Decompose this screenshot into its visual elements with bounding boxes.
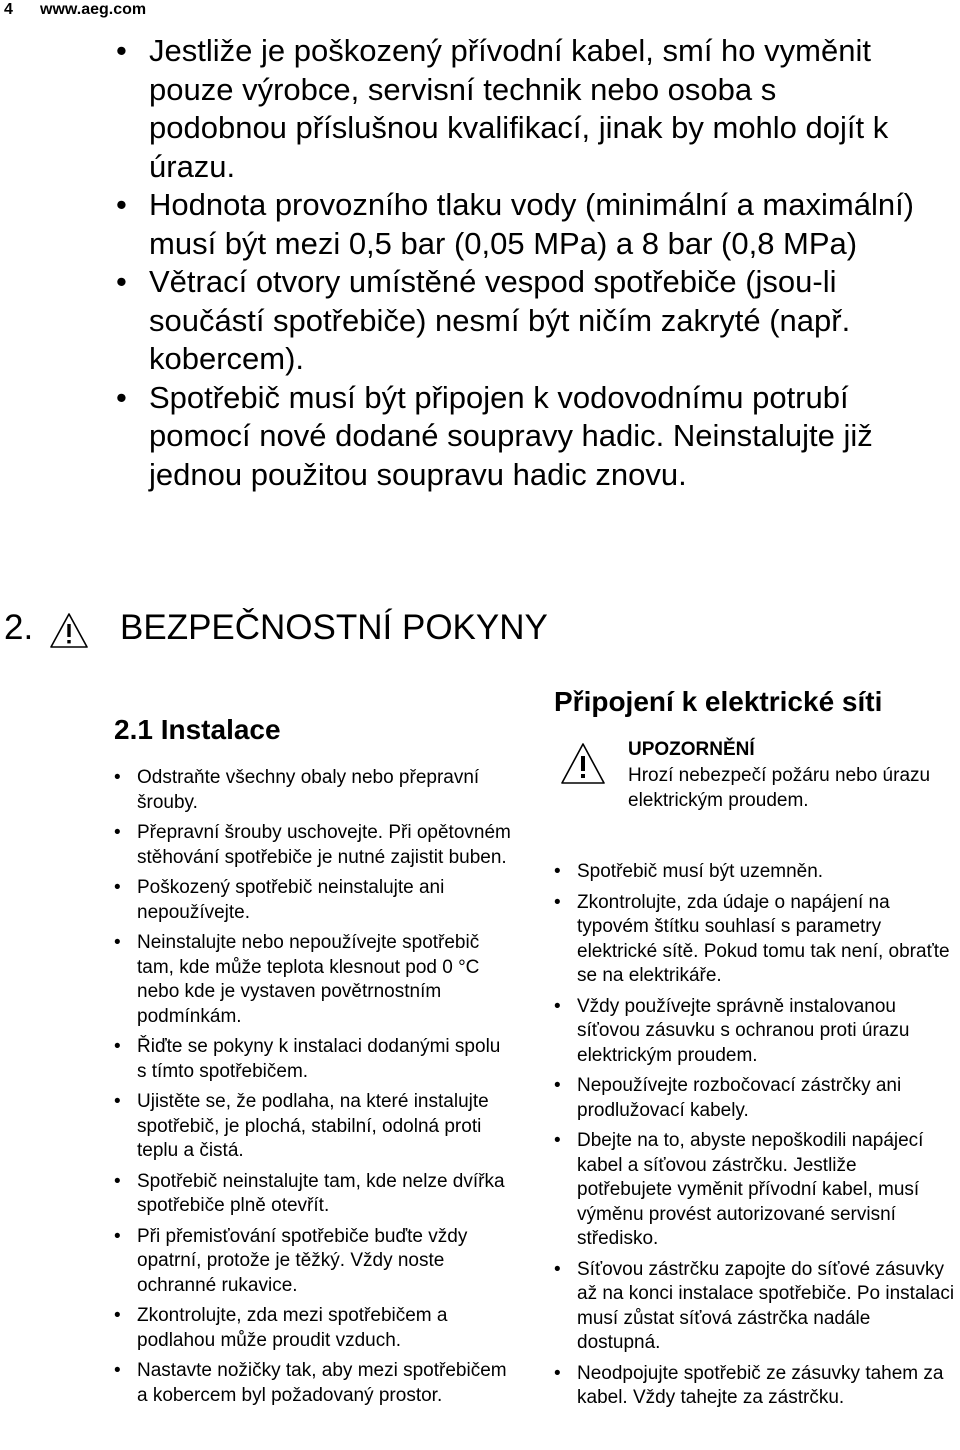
heading-subnumber: 1 <box>137 714 153 745</box>
page-number: 4 <box>4 1 13 18</box>
top-bullet-list <box>116 32 916 494</box>
list-item <box>116 186 916 263</box>
electrical-heading: Připojení k elektrické síti <box>554 686 883 717</box>
list-item-text: Spotřebič musí být připojen k vodovodnímu potrubí pomocí nové dodané soupravy hadic. Neinstalujte již jednou použitou soupravu hadic znovu. <box>149 379 873 492</box>
bullet-icon: • <box>114 767 121 788</box>
bullet-icon: • <box>114 1360 121 1381</box>
installation-heading <box>114 712 514 748</box>
section-heading <box>4 608 904 664</box>
electrical-list <box>554 860 956 1411</box>
website-url[interactable]: www.aeg.com <box>40 1 147 18</box>
list-item-text: Větrací otvory umístěné vespod spotřebiče (jsou-li součástí spotřebiče) nesmí být ničím zakryté (např. kobercem). <box>149 264 851 376</box>
list-item-text: Dbejte na to, abyste nepoškodili napájecí kabel a síťovou zástrčku. Jestliže potřebujete vyměnit přívodní kabel, musí výměnu provést autorizované servisní středisko. <box>577 1130 924 1249</box>
list-item-text: Hodnota provozního tlaku vody (minimální a maximální) musí být mezi 0,5 bar (0,05 MPa) a 8 bar (0,8 MPa) <box>149 187 915 261</box>
bullet-icon: • <box>114 1305 121 1326</box>
list-item <box>554 995 956 1069</box>
list-item-text: Síťovou zástrčku zapojte do síťové zásuvky až na konci instalace spotřebiče. Po instalaci musí zůstat síťová zástrčka nadále dostupná. <box>577 1258 955 1353</box>
list-item <box>114 931 514 1029</box>
bullet-icon: • <box>114 1170 121 1192</box>
list-item <box>114 1035 514 1084</box>
bullet-icon: • <box>116 379 127 415</box>
list-item <box>554 860 956 885</box>
installation-list <box>114 766 514 1408</box>
list-item <box>114 821 514 870</box>
list-item-text: Přepravní šrouby uschovejte. Při opětovném stěhování spotřebiče je nutné zajistit buben. <box>137 822 511 868</box>
warning-notice <box>554 738 956 844</box>
installation-column <box>114 712 514 1414</box>
list-item-text: Zkontrolujte, zda mezi spotřebičem a podlahou může proudit vzduch. <box>137 1305 448 1351</box>
list-item-text: Nepoužívejte rozbočovací zástrčky ani prodlužovací kabely. <box>577 1075 902 1121</box>
list-item <box>116 379 916 495</box>
list-item <box>554 1258 956 1356</box>
heading-text: Instalace <box>152 714 281 745</box>
warning-triangle-icon <box>560 742 606 791</box>
list-item-text: Zkontrolujte, zda údaje o napájení na typovém štítku souhlasí s parametry elektrické sítě. Pokud tomu tak není, obraťte se na elektrikáře. <box>577 891 950 986</box>
heading-number: 2. <box>114 714 138 745</box>
warning-text: Hrozí nebezpečí požáru nebo úrazu elektrickým proudem. <box>628 765 931 811</box>
warning-label: UPOZORNĚNÍ <box>628 739 755 760</box>
bullet-icon: • <box>554 861 561 882</box>
list-item-text: Neinstalujte nebo nepoužívejte spotřebič tam, kde může teplota klesnout pod 0 °C nebo kde je vystaven povětrnostním podmínkám. <box>137 932 480 1027</box>
list-item <box>114 1304 514 1353</box>
list-item <box>554 891 956 989</box>
bullet-icon: • <box>554 891 561 913</box>
bullet-icon: • <box>116 187 127 222</box>
bullet-icon: • <box>554 1362 561 1384</box>
list-item <box>554 1129 956 1252</box>
bullet-icon: • <box>554 1075 561 1096</box>
list-item-text: Řiďte se pokyny k instalaci dodanými spolu s tímto spotřebičem. <box>137 1036 501 1082</box>
bullet-icon: • <box>114 822 121 843</box>
bullet-icon: • <box>554 1258 561 1280</box>
section-number: 2. <box>4 608 34 647</box>
list-item <box>114 1090 514 1164</box>
list-item-text: Spotřebič musí být uzemněn. <box>577 861 824 882</box>
list-item <box>114 1225 514 1299</box>
list-item-text: Nastavte nožičky tak, aby mezi spotřebičem a kobercem byl požadovaný prostor. <box>137 1360 507 1406</box>
list-item <box>114 1359 514 1408</box>
electrical-column <box>554 684 956 1417</box>
bullet-icon: • <box>554 995 561 1017</box>
bullet-icon: • <box>114 1036 121 1057</box>
list-item <box>114 1170 514 1219</box>
section-title: BEZPEČNOSTNÍ POKYNY <box>120 608 548 647</box>
list-item-text: Odstraňte všechny obaly nebo přepravní šrouby. <box>137 767 480 813</box>
list-item <box>114 766 514 815</box>
list-item-text: Vždy používejte správně instalovanou síťovou zásuvku s ochranou proti úrazu elektrickým proudem. <box>577 995 910 1066</box>
list-item-text: Při přemisťování spotřebiče buďte vždy opatrní, protože je těžký. Vždy noste ochranné rukavice. <box>137 1225 468 1296</box>
bullet-icon: • <box>114 877 121 898</box>
bullet-icon: • <box>554 1130 561 1151</box>
list-item-text: Poškozený spotřebič neinstalujte ani nepoužívejte. <box>137 877 445 923</box>
list-item-text: Neodpojujte spotřebič ze zásuvky tahem za kabel. Vždy tahejte za zástrčku. <box>577 1362 944 1408</box>
bullet-icon: • <box>116 33 127 68</box>
list-item-text: Jestliže je poškozený přívodní kabel, smí ho vyměnit pouze výrobce, servisní technik nebo osoba s podobnou příslušnou kvalifikací, jinak by mohlo dojít k úrazu. <box>149 33 889 184</box>
list-item <box>116 32 916 186</box>
list-item <box>114 876 514 925</box>
list-item <box>116 263 916 379</box>
list-item <box>554 1362 956 1411</box>
list-item-text: Ujistěte se, že podlaha, na které instalujte spotřebič, je plochá, stabilní, odolná proti teplu a čistá. <box>137 1091 489 1161</box>
list-item <box>554 1074 956 1123</box>
bullet-icon: • <box>114 932 121 953</box>
warning-triangle-icon <box>49 612 89 655</box>
page-header <box>0 0 960 24</box>
bullet-icon: • <box>116 264 127 299</box>
bullet-icon: • <box>114 1091 121 1112</box>
bullet-icon: • <box>114 1225 121 1247</box>
list-item-text: Spotřebič neinstalujte tam, kde nelze dvířka spotřebiče plně otevřít. <box>137 1170 505 1216</box>
